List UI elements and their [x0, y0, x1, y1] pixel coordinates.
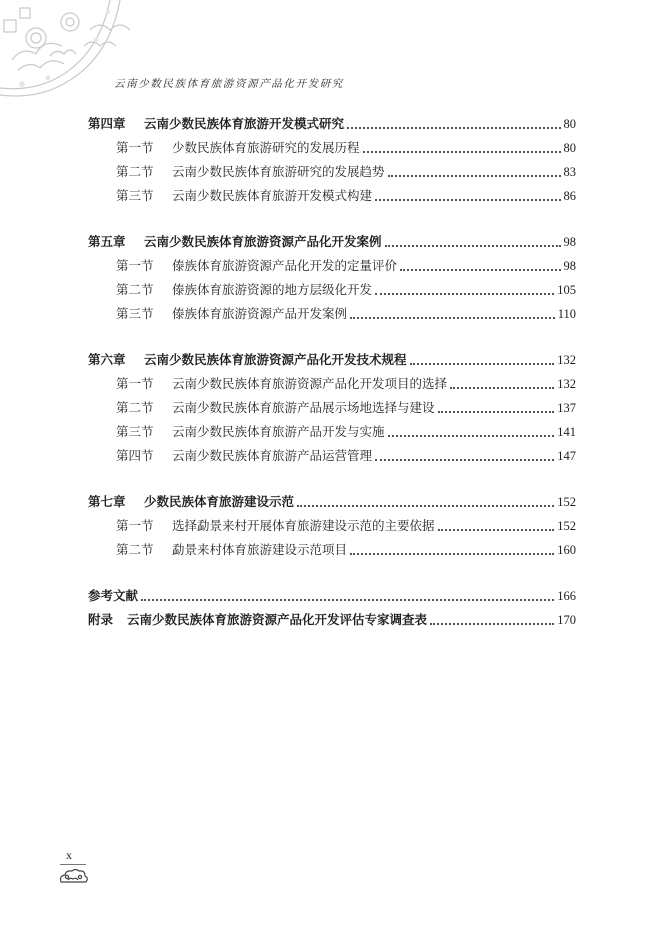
toc-chapter-entry[interactable] — [88, 230, 576, 254]
page-number: 170 — [557, 613, 576, 627]
dot-leader — [375, 458, 554, 461]
dot-leader — [363, 150, 561, 153]
toc-chapter-group — [88, 490, 576, 562]
dot-leader — [438, 410, 555, 413]
decorative-cloud-ornament — [0, 0, 160, 110]
dot-leader — [350, 552, 554, 555]
page-number: 141 — [557, 425, 576, 439]
chapter-title: 云南少数民族体育旅游开发模式研究 — [144, 116, 345, 131]
section-title: 选择勐景来村开展体育旅游建设示范的主要依据 — [172, 518, 435, 533]
page-number: 137 — [557, 401, 576, 415]
table-of-contents — [88, 112, 576, 654]
toc-end-matter — [88, 584, 576, 632]
dot-leader — [450, 386, 554, 389]
page-number: 147 — [557, 449, 576, 463]
section-title: 云南少数民族体育旅游产品开发与实施 — [172, 424, 385, 439]
appendix-title: 云南少数民族体育旅游资源产品化开发评估专家调查表 — [127, 612, 428, 627]
dot-leader — [350, 316, 555, 319]
section-label: 第二节 — [116, 282, 154, 297]
references-label: 参考文献 — [88, 588, 139, 603]
chapter-label: 第五章 — [88, 234, 126, 249]
page-number: 152 — [557, 519, 576, 533]
appendix-label: 附录 — [88, 612, 114, 627]
toc-chapter-group — [88, 230, 576, 326]
dot-leader — [438, 528, 555, 531]
folio-rule — [60, 864, 86, 865]
page-number: 105 — [557, 283, 576, 297]
toc-references-entry[interactable] — [88, 584, 576, 608]
toc-section-entry[interactable] — [88, 396, 576, 420]
toc-section-entry[interactable] — [88, 514, 576, 538]
chapter-title: 云南少数民族体育旅游资源产品化开发案例 — [144, 234, 382, 249]
page-folio: x — [66, 848, 72, 862]
dot-leader — [430, 622, 554, 625]
page-number: 166 — [557, 589, 576, 603]
running-header-title: 云南少数民族体育旅游资源产品化开发研究 — [114, 78, 344, 90]
page-number: 80 — [563, 117, 576, 131]
toc-section-entry[interactable] — [88, 302, 576, 326]
toc-section-entry[interactable] — [88, 278, 576, 302]
page-number: 152 — [557, 495, 576, 509]
toc-section-entry[interactable] — [88, 538, 576, 562]
dot-leader — [375, 292, 554, 295]
section-label: 第一节 — [116, 258, 154, 273]
toc-section-entry[interactable] — [88, 160, 576, 184]
dot-leader — [347, 126, 560, 129]
toc-appendix-entry[interactable] — [88, 608, 576, 632]
dot-leader — [388, 434, 555, 437]
section-title: 傣族体育旅游资源产品化开发的定量评价 — [172, 258, 398, 273]
toc-chapter-group — [88, 112, 576, 208]
section-title: 云南少数民族体育旅游研究的发展趋势 — [172, 164, 385, 179]
page-number: 86 — [563, 189, 576, 203]
page-number: 160 — [557, 543, 576, 557]
dot-leader — [388, 174, 561, 177]
section-label: 第一节 — [116, 376, 154, 391]
toc-section-entry[interactable] — [88, 184, 576, 208]
section-title: 云南少数民族体育旅游资源产品化开发项目的选择 — [172, 376, 448, 391]
chapter-title: 少数民族体育旅游建设示范 — [144, 494, 295, 509]
page-number: 132 — [557, 353, 576, 367]
page-number: 80 — [563, 141, 576, 155]
section-title: 云南少数民族体育旅游产品运营管理 — [172, 448, 373, 463]
dot-leader — [141, 598, 554, 601]
page-number: 110 — [557, 307, 576, 321]
cloud-ornament-icon — [58, 868, 90, 888]
dot-leader — [297, 504, 554, 507]
toc-chapter-entry[interactable] — [88, 348, 576, 372]
chapter-label: 第七章 — [88, 494, 126, 509]
section-title: 云南少数民族体育旅游开发模式构建 — [172, 188, 373, 203]
toc-section-entry[interactable] — [88, 372, 576, 396]
section-label: 第二节 — [116, 164, 154, 179]
chapter-label: 第四章 — [88, 116, 126, 131]
section-title: 少数民族体育旅游研究的发展历程 — [172, 140, 360, 155]
chapter-title: 云南少数民族体育旅游资源产品化开发技术规程 — [144, 352, 407, 367]
dot-leader — [400, 268, 560, 271]
page-number: 98 — [563, 235, 576, 249]
section-title: 云南少数民族体育旅游产品展示场地选择与建设 — [172, 400, 435, 415]
dot-leader — [375, 198, 560, 201]
section-label: 第三节 — [116, 424, 154, 439]
section-label: 第一节 — [116, 518, 154, 533]
toc-chapter-group — [88, 348, 576, 468]
section-label: 第二节 — [116, 542, 154, 557]
page-number: 98 — [563, 259, 576, 273]
dot-leader — [385, 244, 561, 247]
chapter-label: 第六章 — [88, 352, 126, 367]
section-label: 第一节 — [116, 140, 154, 155]
toc-section-entry[interactable] — [88, 444, 576, 468]
toc-chapter-entry[interactable] — [88, 490, 576, 514]
toc-chapter-entry[interactable] — [88, 112, 576, 136]
section-label: 第三节 — [116, 188, 154, 203]
page-number: 132 — [557, 377, 576, 391]
section-label: 第三节 — [116, 306, 154, 321]
section-title: 傣族体育旅游资源产品开发案例 — [172, 306, 348, 321]
section-label: 第二节 — [116, 400, 154, 415]
section-title: 傣族体育旅游资源的地方层级化开发 — [172, 282, 373, 297]
dot-leader — [410, 362, 555, 365]
toc-section-entry[interactable] — [88, 136, 576, 160]
toc-section-entry[interactable] — [88, 254, 576, 278]
section-label: 第四节 — [116, 448, 154, 463]
toc-section-entry[interactable] — [88, 420, 576, 444]
page-number: 83 — [563, 165, 576, 179]
section-title: 勐景来村体育旅游建设示范项目 — [172, 542, 348, 557]
